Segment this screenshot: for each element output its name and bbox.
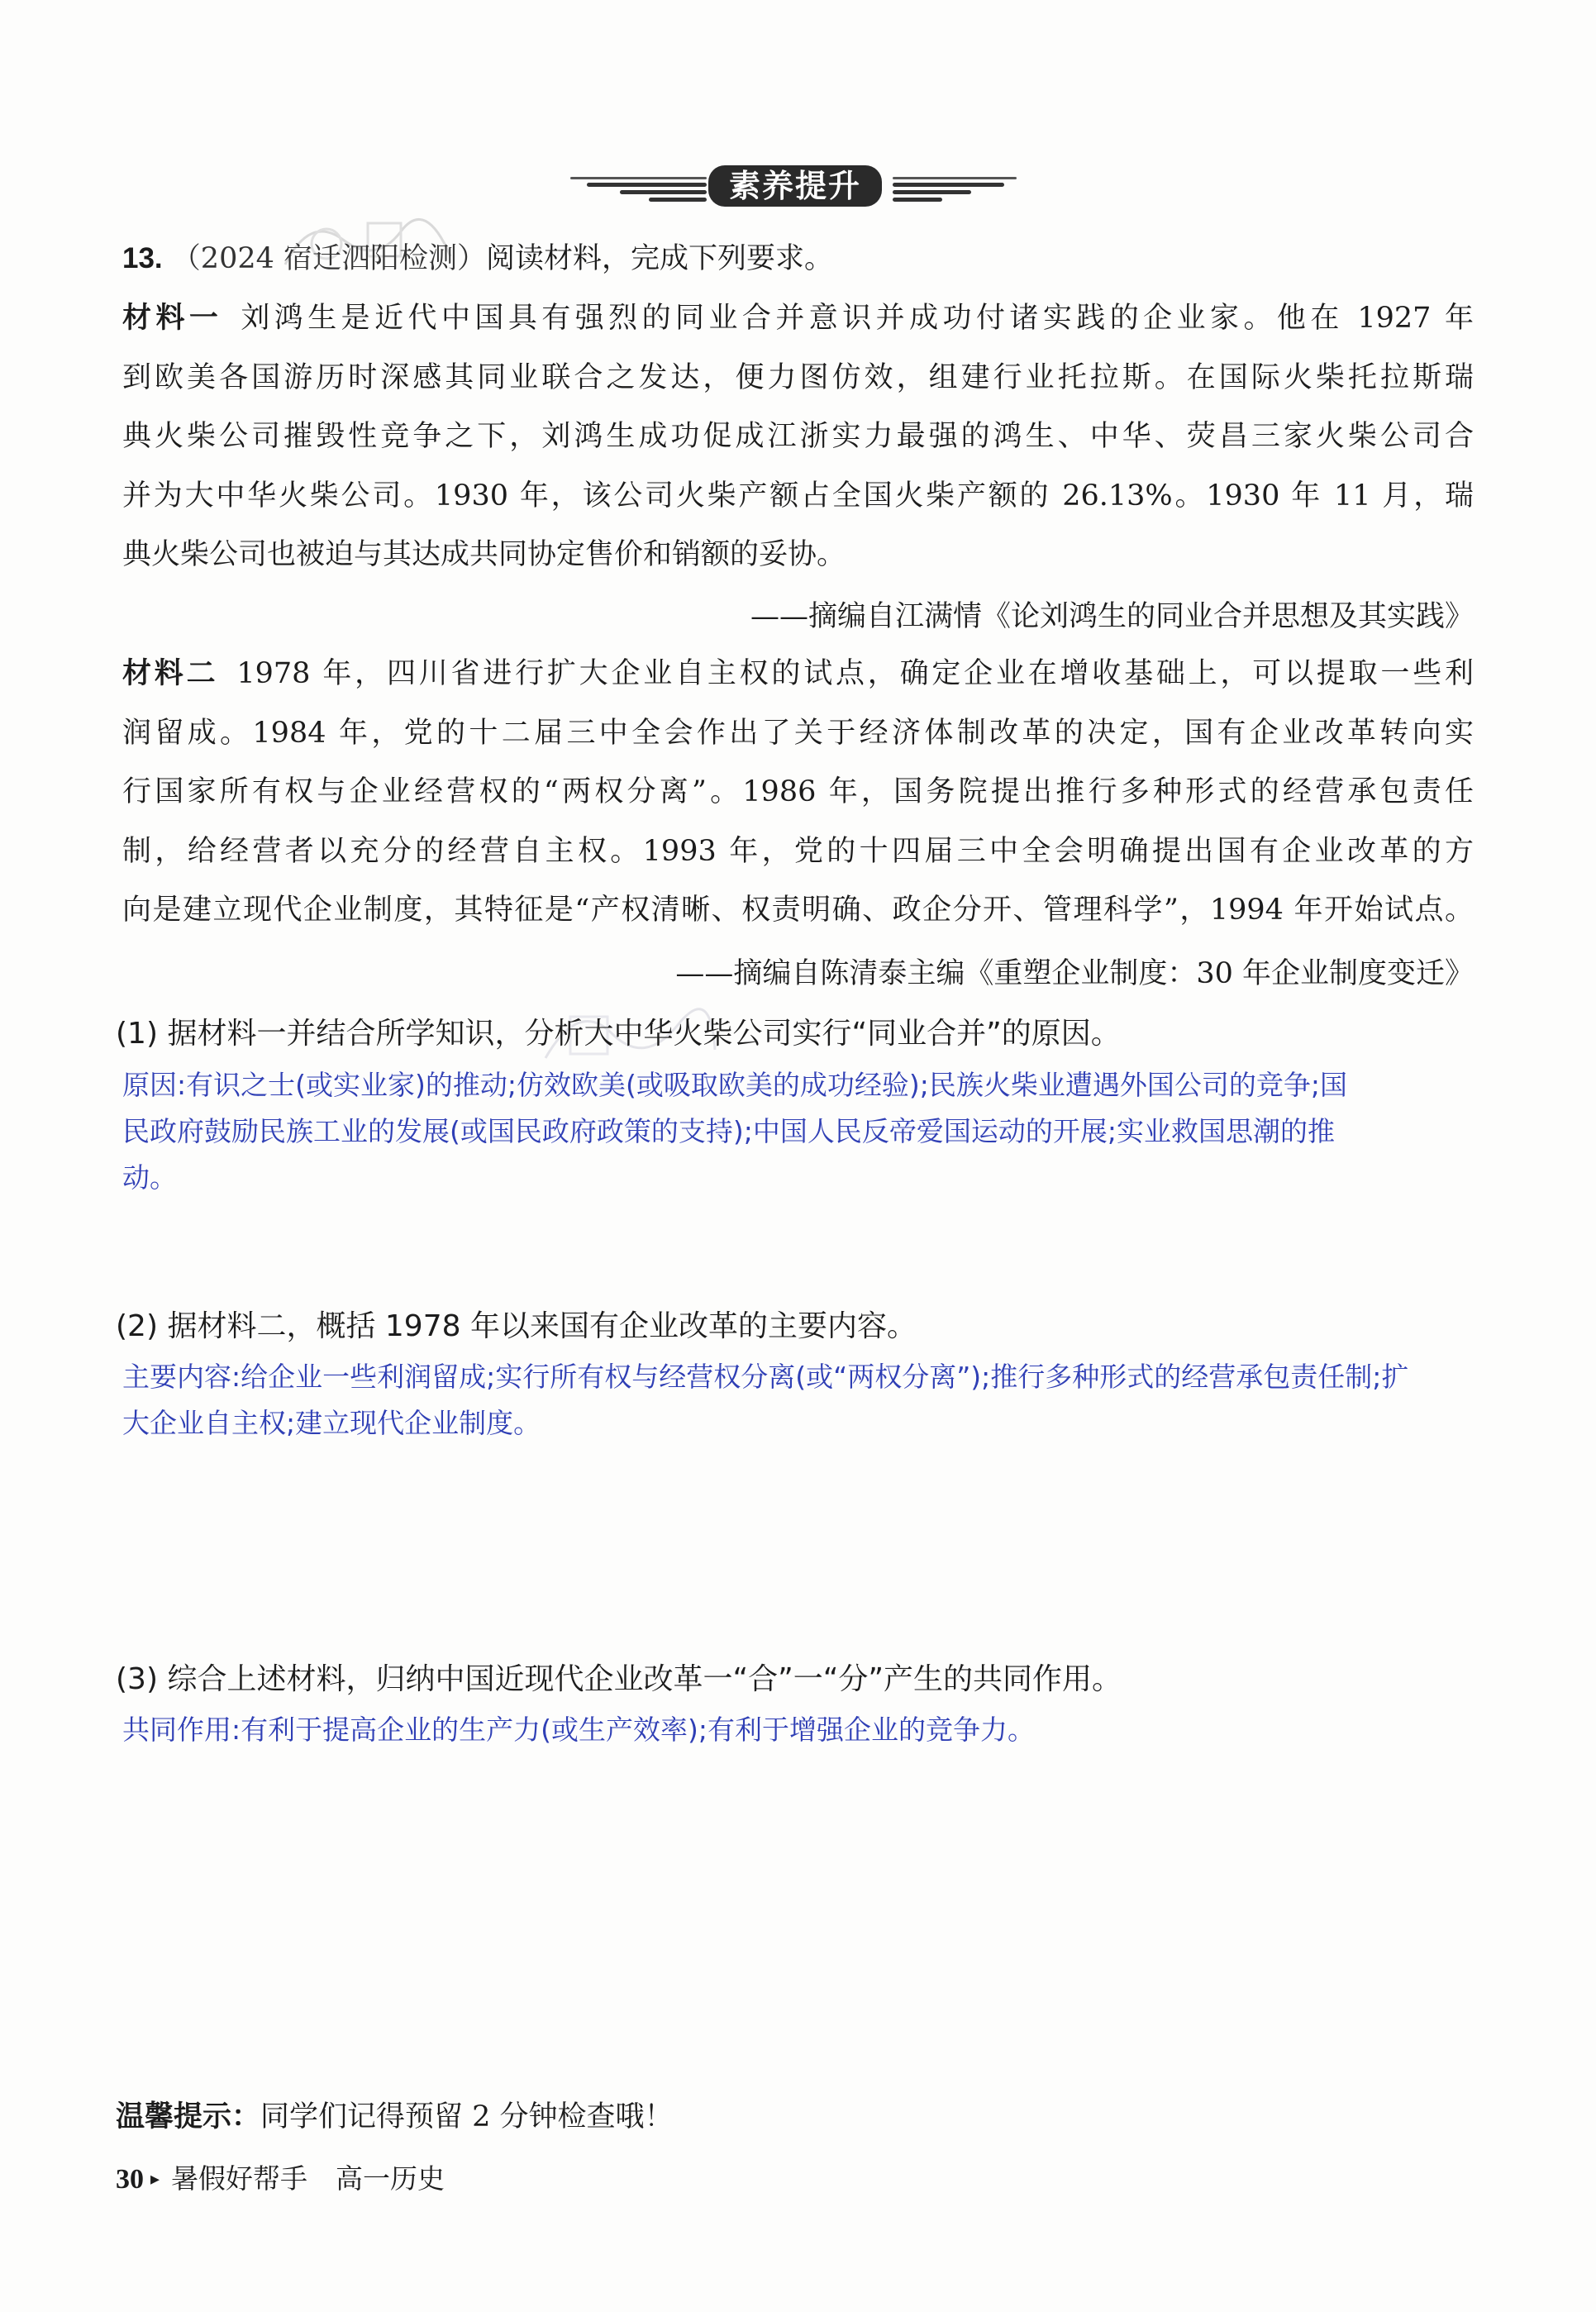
sub-question-2: (2) 据材料二，概括 1978 年以来国有企业改革的主要内容。 xyxy=(116,1309,917,1343)
material-one xyxy=(122,289,1474,585)
material-line: 到欧美各国游历时深感其同业联合之发达，便力图仿效，组建行业托拉斯。在国际火柴托拉斯瑞 xyxy=(122,360,1474,394)
section-title: 素养提升 xyxy=(708,165,882,207)
question-prompt: 阅读材料，完成下列要求。 xyxy=(486,242,834,275)
material-line: 润留成。1984 年，党的十二届三中全会作出了关于经济体制改革的决定，国有企业改革转向实 xyxy=(122,716,1474,750)
question-source: （2024 宿迁泗阳检测） xyxy=(171,242,486,275)
material-two xyxy=(122,645,1474,941)
tip-label: 温馨提示： xyxy=(116,2100,261,2133)
answer-1 xyxy=(122,1062,1527,1201)
section-header xyxy=(570,164,1017,213)
subject-label: 高一历史 xyxy=(336,2162,445,2195)
header-decoration-right xyxy=(893,170,1017,203)
material-line: 行国家所有权与企业经营权的“两权分离”。1986 年，国务院提出推行多种形式的经营承包责任 xyxy=(122,775,1474,808)
book-title: 暑假好帮手 xyxy=(171,2162,308,2195)
material-label: 材料二 xyxy=(122,657,219,690)
answer-line: 原因:有识之士(或实业家)的推动;仿效欧美(或吸取欧美的成功经验);民族火柴业遭遇外国公司的竞争;国 xyxy=(122,1069,1347,1101)
material-two-citation: ——摘编自陈清泰主编《重塑企业制度：30 年企业制度变迁》 xyxy=(675,957,1474,990)
answer-line: 主要内容:给企业一些利润留成;实行所有权与经营权分离(或“两权分离”);推行多种形式的经营承包责任制;扩 xyxy=(122,1361,1409,1393)
material-line: 制，给经营者以充分的经营自主权。1993 年，党的十四届三中全会明确提出国有企业改革的方 xyxy=(122,834,1474,868)
answer-3 xyxy=(122,1707,1527,1753)
material-line: 材料二 1978 年，四川省进行扩大企业自主权的试点，确定企业在增收基础上，可以提取一些利 xyxy=(122,657,1474,690)
arrow-icon: ▸ xyxy=(150,2169,160,2190)
tip-text: 同学们记得预留 2 分钟检查哦！ xyxy=(260,2100,674,2133)
reminder-tip xyxy=(116,2094,674,2135)
material-line: 并为大中华火柴公司。1930 年，该公司火柴产额占全国火柴产额的 26.13%。1930 年 11 月，瑞 xyxy=(122,479,1474,512)
question-heading xyxy=(122,236,833,277)
sub-question-1: (1) 据材料一并结合所学知识，分析大中华火柴公司实行“同业合并”的原因。 xyxy=(116,1017,1121,1051)
page-number: 30 xyxy=(116,2164,144,2195)
material-line: 典火柴公司也被迫与其达成共同协定售价和销额的妥协。 xyxy=(122,538,846,571)
header-decoration-left xyxy=(570,170,707,203)
answer-line: 大企业自主权;建立现代企业制度。 xyxy=(122,1407,541,1439)
answer-line: 民政府鼓励民族工业的发展(或国民政府政策的支持);中国人民反帝爱国运动的开展;实业救国思潮的推 xyxy=(122,1115,1335,1147)
page-footer xyxy=(116,2157,445,2196)
material-one-citation: ——摘编自江满情《论刘鸿生的同业合并思想及其实践》 xyxy=(750,600,1474,633)
material-line: 典火柴公司摧毁性竞争之下，刘鸿生成功促成江浙实力最强的鸿生、中华、荧昌三家火柴公司合 xyxy=(122,420,1474,453)
question-number: 13. xyxy=(122,242,163,274)
material-label: 材料一 xyxy=(122,302,223,335)
answer-2 xyxy=(122,1354,1527,1447)
answer-line: 共同作用:有利于提高企业的生产力(或生产效率);有利于增强企业的竞争力。 xyxy=(122,1714,1035,1746)
material-line: 材料一 刘鸿生是近代中国具有强烈的同业合并意识并成功付诸实践的企业家。他在 1927 年 xyxy=(122,302,1474,335)
material-line: 向是建立现代企业制度，其特征是“产权清晰、权责明确、政企分开、管理科学”，1994 年开始试点。 xyxy=(122,894,1474,927)
sub-question-3: (3) 综合上述材料，归纳中国近现代企业改革一“合”一“分”产生的共同作用。 xyxy=(116,1662,1122,1696)
answer-line: 动。 xyxy=(122,1161,177,1194)
